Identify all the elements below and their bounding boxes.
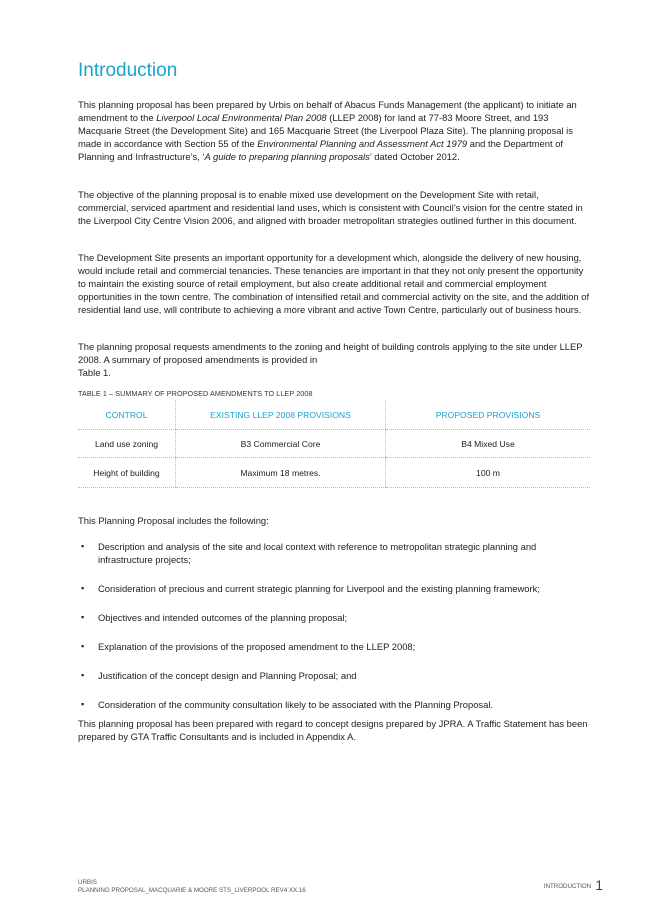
table-header-cell: EXISTING LLEP 2008 PROVISIONS bbox=[176, 400, 386, 430]
table-cell: B4 Mixed Use bbox=[386, 430, 591, 458]
table-caption: TABLE 1 – SUMMARY OF PROPOSED AMENDMENTS TO LLEP 2008 bbox=[78, 389, 313, 398]
paragraph-concept-designs: This planning proposal has been prepared with regard to concept designs prepared by JPRA. A Traffic Statement has been prepared by GTA Traffic Consultants and is included in Appendix A. bbox=[78, 718, 588, 742]
table-cell: B3 Commercial Core bbox=[176, 430, 386, 458]
page-number: 1 bbox=[595, 877, 603, 893]
list-lead: This Planning Proposal includes the following: bbox=[78, 515, 269, 526]
footer-section: INTRODUCTION bbox=[543, 883, 592, 890]
paragraph-objective: The objective of the planning proposal is to enable mixed use development on the Development Site with retail, commercial, serviced apartment and residential land uses, which is consistent with Council’s vision for the centre stated in the Liverpool City Centre Vision 2006, and aligned with broader metropolitan strategies outlined further in this document. bbox=[78, 189, 583, 226]
table-row bbox=[78, 430, 590, 458]
list-item-text: Objectives and intended outcomes of the planning proposal; bbox=[98, 612, 348, 623]
list-item bbox=[78, 669, 590, 682]
paragraph-intro-part1: This planning proposal has been prepared by Urbis on behalf of Abacus Funds Management (the applicant) to initiate an amendment to the bbox=[78, 99, 577, 123]
amendments-table bbox=[78, 400, 590, 488]
footer-page-info bbox=[544, 877, 603, 893]
paragraph-intro-part3: and the Department of Planning and Infrastructure’s, ‘ bbox=[78, 138, 564, 162]
paragraph-intro-part4: ’ dated October 2012. bbox=[369, 151, 460, 162]
paragraph-amendments bbox=[78, 340, 590, 379]
table-cell: 100 m bbox=[386, 458, 591, 488]
bullet-icon: ▪ bbox=[81, 641, 85, 651]
paragraph-intro-part2: (LLEP 2008) for land at 77-83 Moore Street, and 193 Macquarie Street (the Development Site) and 165 Macquarie Street (the Liverpool Plaza Site). The planning proposal is made in accordance with Section 55 of the bbox=[78, 112, 573, 149]
list-item bbox=[78, 611, 590, 624]
list-item bbox=[78, 540, 590, 566]
bullet-icon: ▪ bbox=[81, 541, 85, 551]
list-item-text: Description and analysis of the site and local context with reference to metropolitan strategic planning and infrastructure projects; bbox=[98, 541, 537, 565]
bullet-icon: ▪ bbox=[81, 670, 85, 680]
list-item-text: Justification of the concept design and Planning Proposal; and bbox=[98, 670, 357, 681]
table-row bbox=[78, 458, 590, 488]
list-item bbox=[78, 640, 590, 653]
table-cell: Height of building bbox=[78, 458, 176, 488]
bullet-icon: ▪ bbox=[81, 699, 85, 709]
table-cell: Maximum 18 metres. bbox=[176, 458, 386, 488]
table-header-cell: CONTROL bbox=[78, 400, 176, 430]
list-item-text: Explanation of the provisions of the proposed amendment to the LLEP 2008; bbox=[98, 641, 416, 652]
table-cell: Land use zoning bbox=[78, 430, 176, 458]
table-reference-link[interactable]: Table 1. bbox=[78, 367, 111, 378]
table-header-row bbox=[78, 400, 590, 430]
list-item bbox=[78, 698, 590, 711]
bullet-icon: ▪ bbox=[81, 583, 85, 593]
paragraph-amendments-text: The planning proposal requests amendments to the zoning and height of building controls applying to the site under LLEP 2008. A summary of proposed amendments is provided in bbox=[78, 341, 583, 365]
page-heading: Introduction bbox=[78, 60, 178, 81]
list-item-text: Consideration of precious and current strategic planning for Liverpool and the existing planning framework; bbox=[98, 583, 540, 594]
paragraph-intro bbox=[78, 98, 590, 163]
footer-company: URBIS bbox=[78, 879, 97, 886]
act-title: Environmental Planning and Assessment Act 1979 bbox=[257, 138, 468, 149]
proposal-contents-list bbox=[78, 540, 590, 727]
table-header-cell: PROPOSED PROVISIONS bbox=[386, 400, 591, 430]
footer-document-info bbox=[78, 879, 306, 895]
paragraph-development-site: The Development Site presents an important opportunity for a development which, alongside the delivery of new housing, would include retail and commercial tenancies. These tenancies are important in that they not only present the opportunity to maintain the existing source of retail employment, but also create additional retail and commercial employment opportunities in the town centre. The combination of intensified retail and commercial activity on the site, and the addition of residential land use, will contribute to achieving a more vibrant and active Town Centre, particularly out of business hours. bbox=[78, 252, 590, 315]
guide-title: A guide to preparing planning proposals bbox=[204, 151, 370, 162]
list-item bbox=[78, 582, 590, 595]
bullet-icon: ▪ bbox=[81, 612, 85, 622]
footer-doc-title: PLANNING PROPOSAL_MACQUARIE & MOORE STS_LIVERPOOL REV4 XX.16 bbox=[78, 887, 306, 894]
lep-title: Liverpool Local Environmental Plan 2008 bbox=[156, 112, 327, 123]
list-item-text: Consideration of the community consultation likely to be associated with the Planning Proposal. bbox=[98, 699, 494, 710]
